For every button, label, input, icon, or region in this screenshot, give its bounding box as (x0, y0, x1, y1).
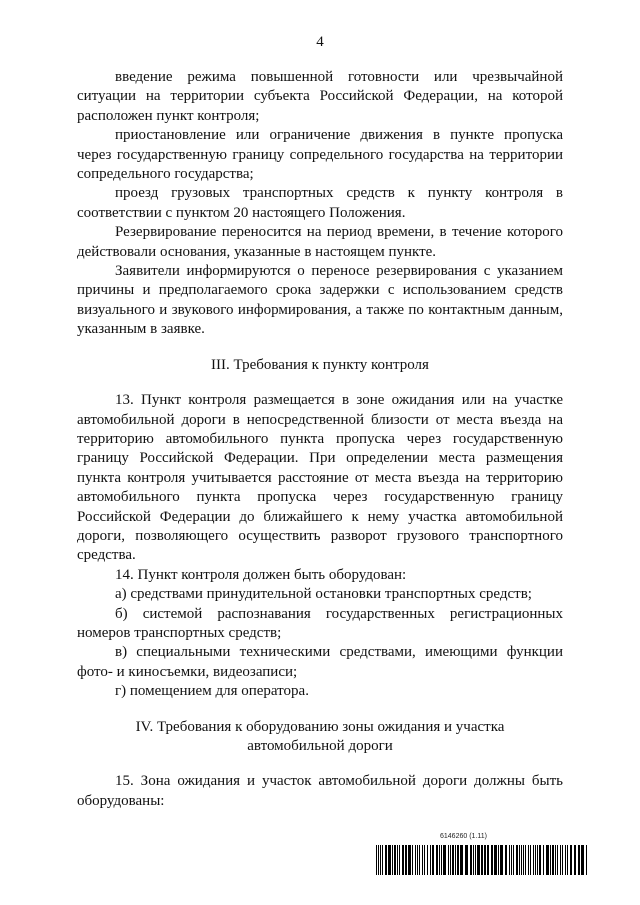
paragraph: введение режима повышенной готовности или чрезвычайной ситуации на территории субъекта Российской Федерации, на которой расположен пункт контроля; (77, 69, 563, 124)
list-item-g: г) помещением для оператора. (115, 683, 309, 700)
document-body (77, 68, 563, 811)
section-heading-iv (77, 718, 563, 757)
section-heading-iv-line2: автомобильной дороги (247, 738, 393, 754)
list-item-a: а) средствами принудительной остановки транспортных средств; (115, 586, 532, 603)
paragraph: проезд грузовых транспортных средств к пункту контроля в соответствии с пунктом 20 настоящего Положения. (77, 185, 563, 221)
section-heading-iv-line1: IV. Требования к оборудованию зоны ожидания и участка (135, 718, 505, 735)
paragraph: Резервирование переносится на период времени, в течение которого действовали основания, указанные в настоящем пункте. (77, 224, 563, 260)
paragraph: Заявители информируются о переносе резервирования с указанием причины и предполагаемого срока задержки с использованием средств визуального и звукового информирования, а также по контактным данным, указанным в заявке. (77, 263, 563, 338)
barcode-icon (376, 845, 588, 875)
barcode-caption: 6146260 (1.11) (440, 833, 487, 840)
list-item-b: б) системой распознавания государственных регистрационных номеров транспортных средств; (77, 605, 563, 641)
paragraph: приостановление или ограничение движения в пункте пропуска через государственную границу сопредельного государства на территории сопредельного государства; (77, 127, 563, 183)
paragraph-14: 14. Пункт контроля должен быть оборудован: (115, 566, 407, 583)
paragraph-15: 15. Зона ожидания и участок автомобильной дороги должны быть оборудованы: (77, 773, 563, 809)
paragraph-13: 13. Пункт контроля размещается в зоне ожидания или на участке автомобильной дороги в непосредственной близости от места въезда на территорию автомобильного пункта пропуска через государственную границу Российской Федерации. При определении места размещения пункта контроля учитывается расстояние от места въезда на территорию автомобильного пункта пропуска через государственную границу Российской Федерации до ближайшего к нему участка автомобильной дороги, позволяющего осуществить разворот грузового транспортного средства. (77, 392, 563, 564)
barcode (376, 845, 588, 875)
section-heading-iii: III. Требования к пункту контроля (211, 356, 429, 373)
list-item-v: в) специальными техническими средствами, имеющими функции фото- и киносъемки, видеозаписи; (77, 644, 563, 680)
page-number: 4 (316, 34, 324, 50)
